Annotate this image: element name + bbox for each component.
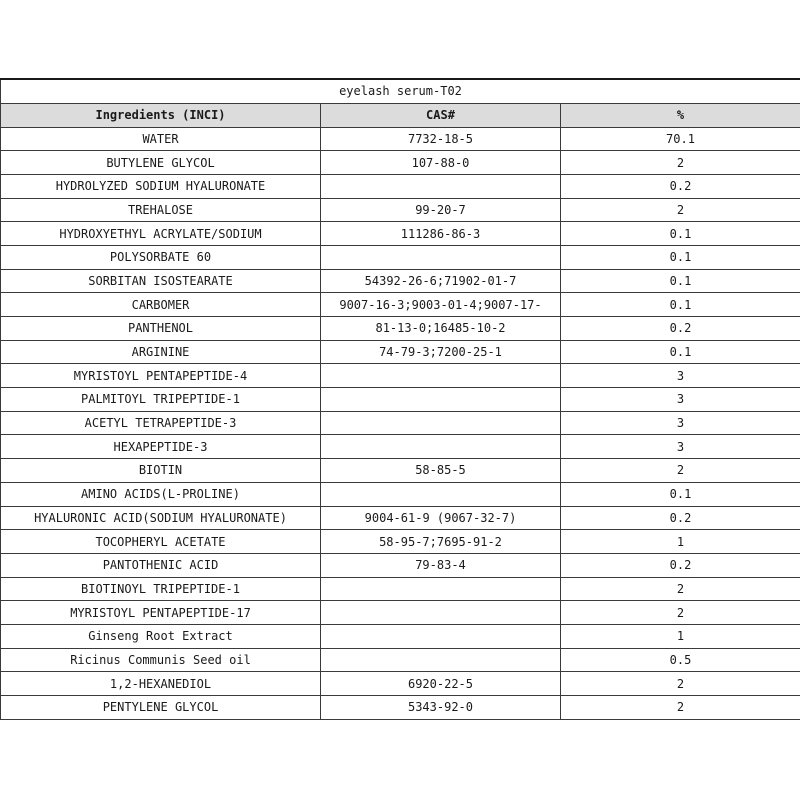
ingredient-cell: TOCOPHERYL ACETATE bbox=[1, 530, 321, 554]
cas-cell bbox=[321, 364, 561, 388]
ingredient-cell: PANTHENOL bbox=[1, 317, 321, 341]
table-row bbox=[1, 672, 800, 696]
table-row bbox=[1, 293, 800, 317]
percent-cell: 3 bbox=[561, 388, 800, 412]
ingredient-cell: POLYSORBATE 60 bbox=[1, 245, 321, 269]
percent-cell: 0.1 bbox=[561, 269, 800, 293]
percent-cell: 2 bbox=[561, 459, 800, 483]
sheet-title: eyelash serum-T02 bbox=[1, 79, 800, 103]
header-cas: CAS# bbox=[321, 103, 561, 127]
ingredient-cell: HYALURONIC ACID(SODIUM HYALURONATE) bbox=[1, 506, 321, 530]
table-body bbox=[1, 127, 800, 719]
ingredient-cell: PANTOTHENIC ACID bbox=[1, 553, 321, 577]
cas-cell bbox=[321, 174, 561, 198]
percent-cell: 2 bbox=[561, 672, 800, 696]
cas-cell bbox=[321, 577, 561, 601]
ingredients-table bbox=[0, 78, 800, 720]
cas-cell: 74-79-3;7200-25-1 bbox=[321, 340, 561, 364]
header-row bbox=[1, 103, 800, 127]
ingredient-cell: WATER bbox=[1, 127, 321, 151]
percent-cell: 2 bbox=[561, 198, 800, 222]
table-row bbox=[1, 174, 800, 198]
percent-cell: 0.1 bbox=[561, 482, 800, 506]
ingredient-cell: ARGININE bbox=[1, 340, 321, 364]
ingredient-cell: SORBITAN ISOSTEARATE bbox=[1, 269, 321, 293]
table-row bbox=[1, 127, 800, 151]
percent-cell: 1 bbox=[561, 530, 800, 554]
table-row bbox=[1, 482, 800, 506]
cas-cell bbox=[321, 601, 561, 625]
ingredient-cell: PENTYLENE GLYCOL bbox=[1, 696, 321, 720]
percent-cell: 3 bbox=[561, 411, 800, 435]
table-row bbox=[1, 198, 800, 222]
percent-cell: 0.1 bbox=[561, 245, 800, 269]
table-row bbox=[1, 340, 800, 364]
percent-cell: 2 bbox=[561, 577, 800, 601]
header-ingredient: Ingredients (INCI) bbox=[1, 103, 321, 127]
ingredient-cell: TREHALOSE bbox=[1, 198, 321, 222]
cas-cell: 107-88-0 bbox=[321, 151, 561, 175]
percent-cell: 2 bbox=[561, 696, 800, 720]
ingredient-cell: BUTYLENE GLYCOL bbox=[1, 151, 321, 175]
table-row bbox=[1, 648, 800, 672]
cas-cell: 58-95-7;7695-91-2 bbox=[321, 530, 561, 554]
percent-cell: 0.2 bbox=[561, 553, 800, 577]
title-row bbox=[1, 79, 800, 103]
percent-cell: 2 bbox=[561, 151, 800, 175]
percent-cell: 0.1 bbox=[561, 222, 800, 246]
percent-cell: 0.5 bbox=[561, 648, 800, 672]
cas-cell: 6920-22-5 bbox=[321, 672, 561, 696]
ingredient-cell: BIOTINOYL TRIPEPTIDE-1 bbox=[1, 577, 321, 601]
ingredient-cell: 1,2-HEXANEDIOL bbox=[1, 672, 321, 696]
cas-cell: 111286-86-3 bbox=[321, 222, 561, 246]
table-row bbox=[1, 222, 800, 246]
table-row bbox=[1, 696, 800, 720]
ingredient-cell: ACETYL TETRAPEPTIDE-3 bbox=[1, 411, 321, 435]
ingredient-cell: HEXAPEPTIDE-3 bbox=[1, 435, 321, 459]
table-row bbox=[1, 577, 800, 601]
cas-cell bbox=[321, 245, 561, 269]
table-row bbox=[1, 151, 800, 175]
cas-cell: 99-20-7 bbox=[321, 198, 561, 222]
table-row bbox=[1, 459, 800, 483]
table-row bbox=[1, 269, 800, 293]
cas-cell: 79-83-4 bbox=[321, 553, 561, 577]
table-row bbox=[1, 553, 800, 577]
cas-cell: 9007-16-3;9003-01-4;9007-17- bbox=[321, 293, 561, 317]
cas-cell bbox=[321, 411, 561, 435]
cas-cell: 9004-61-9 (9067-32-7) bbox=[321, 506, 561, 530]
ingredient-cell: HYDROLYZED SODIUM HYALURONATE bbox=[1, 174, 321, 198]
table-row bbox=[1, 506, 800, 530]
table-row bbox=[1, 388, 800, 412]
ingredient-cell: BIOTIN bbox=[1, 459, 321, 483]
cas-cell bbox=[321, 624, 561, 648]
cas-cell: 58-85-5 bbox=[321, 459, 561, 483]
ingredient-cell: CARBOMER bbox=[1, 293, 321, 317]
percent-cell: 2 bbox=[561, 601, 800, 625]
table-row bbox=[1, 435, 800, 459]
percent-cell: 0.2 bbox=[561, 506, 800, 530]
cas-cell bbox=[321, 482, 561, 506]
table-row bbox=[1, 245, 800, 269]
cas-cell: 81-13-0;16485-10-2 bbox=[321, 317, 561, 341]
cas-cell: 5343-92-0 bbox=[321, 696, 561, 720]
percent-cell: 70.1 bbox=[561, 127, 800, 151]
ingredient-cell: PALMITOYL TRIPEPTIDE-1 bbox=[1, 388, 321, 412]
cas-cell bbox=[321, 435, 561, 459]
table-row bbox=[1, 317, 800, 341]
percent-cell: 0.2 bbox=[561, 317, 800, 341]
cas-cell bbox=[321, 388, 561, 412]
table-row bbox=[1, 530, 800, 554]
percent-cell: 0.2 bbox=[561, 174, 800, 198]
ingredient-cell: Ginseng Root Extract bbox=[1, 624, 321, 648]
header-percent: % bbox=[561, 103, 800, 127]
cas-cell: 54392-26-6;71902-01-7 bbox=[321, 269, 561, 293]
table-row bbox=[1, 601, 800, 625]
ingredient-cell: Ricinus Communis Seed oil bbox=[1, 648, 321, 672]
table-row bbox=[1, 624, 800, 648]
table-row bbox=[1, 364, 800, 388]
table-row bbox=[1, 411, 800, 435]
percent-cell: 3 bbox=[561, 435, 800, 459]
ingredient-cell: HYDROXYETHYL ACRYLATE/SODIUM bbox=[1, 222, 321, 246]
cas-cell bbox=[321, 648, 561, 672]
percent-cell: 0.1 bbox=[561, 293, 800, 317]
percent-cell: 3 bbox=[561, 364, 800, 388]
percent-cell: 1 bbox=[561, 624, 800, 648]
percent-cell: 0.1 bbox=[561, 340, 800, 364]
ingredient-cell: AMINO ACIDS(L-PROLINE) bbox=[1, 482, 321, 506]
ingredient-cell: MYRISTOYL PENTAPEPTIDE-4 bbox=[1, 364, 321, 388]
cas-cell: 7732-18-5 bbox=[321, 127, 561, 151]
ingredient-cell: MYRISTOYL PENTAPEPTIDE-17 bbox=[1, 601, 321, 625]
